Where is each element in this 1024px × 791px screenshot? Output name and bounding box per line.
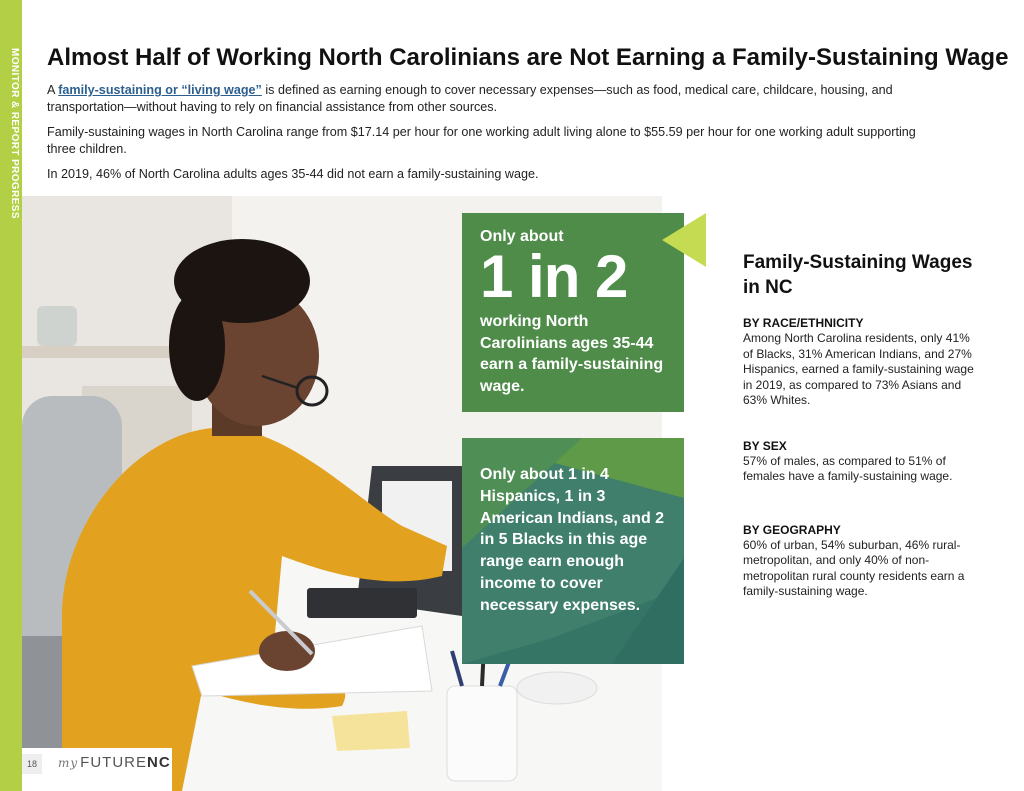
page-number: 18 <box>22 754 42 774</box>
living-wage-link[interactable]: family-sustaining or “living wage” <box>58 83 262 97</box>
wage-breakdown-panel <box>743 250 983 600</box>
race-text: Among North Carolina residents, only 41% of Blacks, 31% American Indians, and 27% Hispanics, earned a family-sustaining wage in 2019, as compared to 73% Asians and 63% Whites. <box>743 331 974 407</box>
geography-heading: BY GEOGRAPHY <box>743 522 841 537</box>
hispanic-indian-black-callout <box>462 438 684 664</box>
callout-lead: Only about <box>480 228 564 245</box>
intro-text <box>47 82 947 191</box>
race-section <box>743 316 983 409</box>
page-title: Almost Half of Working North Carolinians are Not Earning a Family-Sustaining Wage <box>47 44 1009 71</box>
race-heading: BY RACE/ETHNICITY <box>743 316 864 330</box>
callout-big-stat: 1 in 2 <box>480 243 628 310</box>
logo-my: my <box>58 756 79 770</box>
intro-p1-suffix: is defined as earning enough to cover necessary expenses—such as food, medical care, childcare, housing, and transportation—without having to rely on financial assistance from other sources. <box>47 83 893 114</box>
sidebar-band <box>0 0 22 791</box>
panel-heading: Family-Sustaining Wages in NC <box>743 252 973 298</box>
sex-text: 57% of males, as compared to 51% of females have a family-sustaining wage. <box>743 453 953 483</box>
logo-nc: NC <box>147 754 171 771</box>
geography-section <box>743 523 983 600</box>
lime-triangle-accent <box>662 213 706 267</box>
intro-p1-prefix: A <box>47 83 59 97</box>
geography-text: 60% of urban, 54% suburban, 46% rural-metropolitan, and only 40% of non-metropolitan rural county residents earn a family-sustaining wage. <box>743 537 965 598</box>
sidebar-label: MONITOR & REPORT PROGRESS <box>9 48 20 219</box>
sex-heading: BY SEX <box>743 438 787 453</box>
intro-paragraph-1 <box>47 82 947 116</box>
myfuturenc-logo <box>58 754 171 771</box>
callout-body: working North Carolinians ages 35-44 earn a family-sustaining wage. <box>480 313 664 395</box>
logo-future: FUTURE <box>80 754 147 771</box>
callout-teal-text: Only about 1 in 4 Hispanics, 1 in 3 American Indians, and 2 in 5 Blacks in this age range earn enough income to cover necessary expenses. <box>480 466 665 614</box>
one-in-two-callout <box>462 213 684 412</box>
intro-paragraph-3: In 2019, 46% of North Carolina adults ages 35-44 did not earn a family-sustaining wage. <box>47 167 539 181</box>
intro-paragraph-2: Family-sustaining wages in North Carolina range from $17.14 per hour for one working adult living alone to $55.59 per hour for one working adult supporting three children. <box>47 125 916 156</box>
sex-section <box>743 439 983 485</box>
